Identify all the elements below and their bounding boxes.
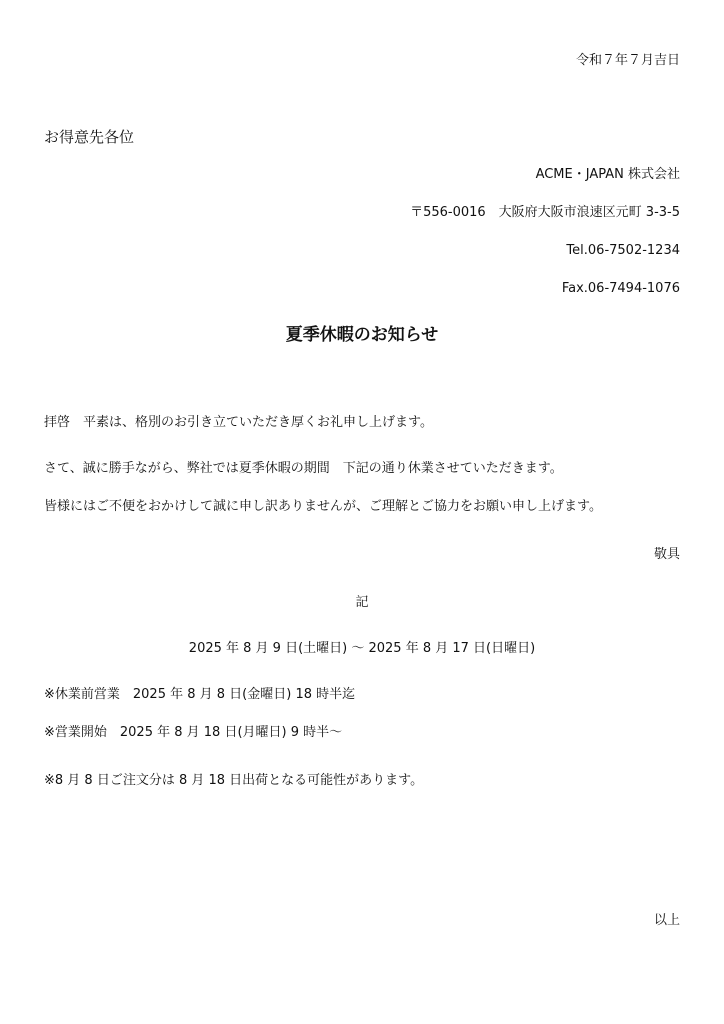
note-before-holiday: ※休業前営業 2025 年 8 月 8 日(金曜日) 18 時半迄 (44, 687, 356, 702)
recipient: お得意先各位 (44, 128, 135, 146)
sender-fax: Fax.06-7494-1076 (561, 281, 680, 296)
greeting-line: 拝啓 平素は、格別のお引き立ていただき厚くお礼申し上げます。 (44, 415, 433, 430)
note-business-resume: ※営業開始 2025 年 8 月 18 日(月曜日) 9 時半〜 (44, 725, 343, 740)
note-order-shipping: ※8 月 8 日ご注文分は 8 月 18 日出荷となる可能性があります。 (44, 773, 424, 788)
body-line-1: さて、誠に勝手ながら、弊社では夏季休暇の期間 下記の通り休業させていただきます。 (44, 461, 563, 476)
sender-tel: Tel.06-7502-1234 (566, 243, 680, 258)
letter-date: 令和７年７月吉日 (575, 53, 680, 68)
body-line-2: 皆様にはご不便をおかけして誠に申し訳ありませんが、ご理解とご協力をお願い申し上げます。 (44, 499, 602, 514)
sender-company: ACME・JAPAN 株式会社 (535, 167, 680, 182)
end-ijo: 以上 (653, 913, 680, 928)
sender-address: 〒556-0016 大阪府大阪市浪速区元町 3-3-5 (410, 205, 680, 220)
document-title: 夏季休暇のお知らせ (285, 325, 439, 345)
ki-heading: 記 (355, 595, 369, 610)
holiday-period: 2025 年 8 月 9 日(土曜日) 〜 2025 年 8 月 17 日(日曜日) (188, 641, 536, 656)
closing-keigu: 敬具 (653, 547, 680, 562)
